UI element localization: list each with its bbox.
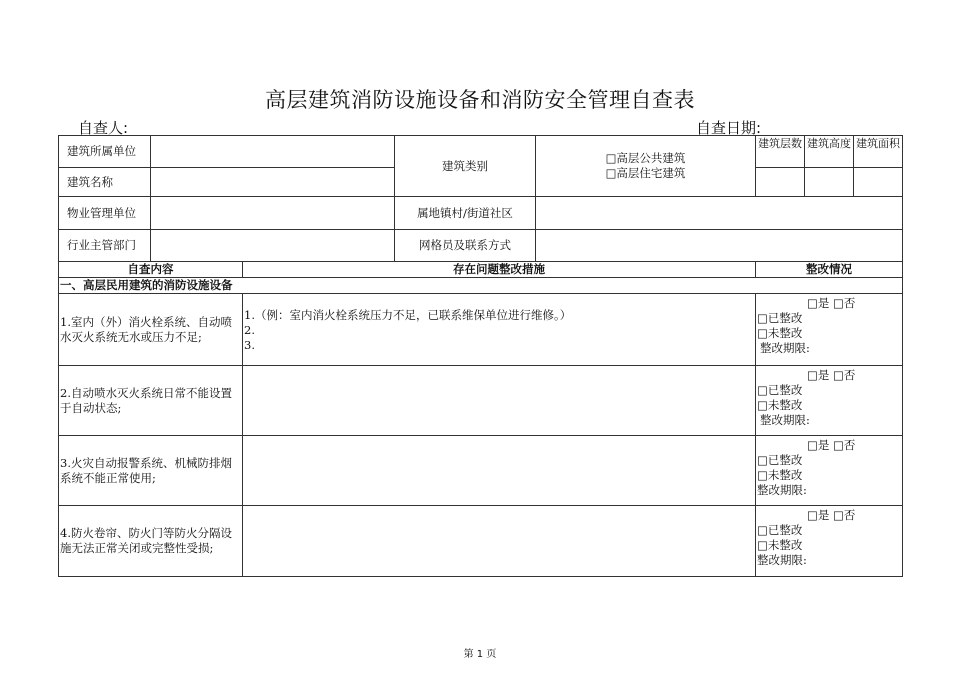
floors-value[interactable] <box>756 168 805 197</box>
check-item-text: 4.防火卷帘、防火门等防火分隔设施无法正常关闭或完整性受损; <box>59 506 243 577</box>
measure-line: 3. <box>244 338 255 352</box>
done-checkbox[interactable]: □已整改 <box>757 523 803 537</box>
done-checkbox[interactable]: □已整改 <box>757 383 803 397</box>
height-label: 建筑高度 <box>805 136 854 168</box>
industry-dept-value[interactable] <box>151 230 395 262</box>
building-unit-label: 建筑所属单位 <box>59 136 151 168</box>
option-public-building[interactable]: □高层公共建筑 <box>605 151 686 165</box>
check-item-measures[interactable] <box>243 436 756 506</box>
not-done-checkbox[interactable]: □未整改 <box>757 468 803 482</box>
area-label: 建筑面积 <box>854 136 903 168</box>
area-value[interactable] <box>854 168 903 197</box>
community-label: 属地镇村/街道社区 <box>395 197 536 230</box>
not-done-checkbox[interactable]: □未整改 <box>757 538 803 552</box>
yes-no-checkbox[interactable]: □是 □否 <box>807 368 856 382</box>
check-item-measures[interactable] <box>243 506 756 577</box>
measure-line: 2. <box>244 323 255 337</box>
check-item-row <box>59 294 903 366</box>
building-name-value[interactable] <box>151 168 395 197</box>
check-item-measures[interactable] <box>243 294 756 366</box>
done-checkbox[interactable]: □已整改 <box>757 453 803 467</box>
check-item-text: 1.室内（外）消火栓系统、自动喷水灭火系统无水或压力不足; <box>59 294 243 366</box>
header-row <box>59 262 903 278</box>
self-check-table <box>58 135 903 577</box>
page-title: 高层建筑消防设施设备和消防安全管理自查表 <box>265 88 695 112</box>
grid-contact-label: 网格员及联系方式 <box>395 230 536 262</box>
yes-no-checkbox[interactable]: □是 □否 <box>807 296 856 310</box>
check-item-status <box>756 506 903 577</box>
deadline-label: 整改期限: <box>757 553 807 567</box>
yes-no-checkbox[interactable]: □是 □否 <box>807 438 856 452</box>
checker-label: 自查人: <box>78 119 129 137</box>
community-value[interactable] <box>536 197 903 230</box>
grid-contact-value[interactable] <box>536 230 903 262</box>
page-number: 第 1 页 <box>463 649 497 660</box>
property-unit-label: 物业管理单位 <box>59 197 151 230</box>
info-row-3 <box>59 197 903 230</box>
section-row <box>59 278 903 294</box>
check-item-status <box>756 436 903 506</box>
check-item-text: 3.火灾自动报警系统、机械防排烟系统不能正常使用; <box>59 436 243 506</box>
deadline-label: 整改期限: <box>757 483 807 497</box>
deadline-label: 整改期限: <box>760 341 810 355</box>
check-item-text: 2.自动喷水灭火系统日常不能设置于自动状态; <box>59 366 243 436</box>
header-status: 整改情况 <box>756 262 903 278</box>
building-type-options[interactable] <box>536 136 756 197</box>
check-item-row <box>59 436 903 506</box>
property-unit-value[interactable] <box>151 197 395 230</box>
floors-label: 建筑层数 <box>756 136 805 168</box>
header-content: 自查内容 <box>59 262 243 278</box>
deadline-label: 整改期限: <box>760 413 810 427</box>
info-row-1 <box>59 136 903 168</box>
building-unit-value[interactable] <box>151 136 395 168</box>
info-row-4 <box>59 230 903 262</box>
height-value[interactable] <box>805 168 854 197</box>
yes-no-checkbox[interactable]: □是 □否 <box>807 508 856 522</box>
measure-line: 1.（例：室内消火栓系统压力不足，已联系维保单位进行维修。） <box>244 308 572 322</box>
done-checkbox[interactable]: □已整改 <box>757 311 803 325</box>
option-residential-building[interactable]: □高层住宅建筑 <box>605 166 686 180</box>
not-done-checkbox[interactable]: □未整改 <box>757 326 803 340</box>
check-item-status <box>756 294 903 366</box>
section-title: 一、高层民用建筑的消防设施设备 <box>59 278 903 294</box>
not-done-checkbox[interactable]: □未整改 <box>757 398 803 412</box>
building-type-label: 建筑类别 <box>395 136 536 197</box>
check-item-measures[interactable] <box>243 366 756 436</box>
check-item-status <box>756 366 903 436</box>
check-item-row <box>59 366 903 436</box>
date-label: 自查日期: <box>696 119 762 137</box>
check-item-row <box>59 506 903 577</box>
header-measures: 存在问题整改措施 <box>243 262 756 278</box>
building-name-label: 建筑名称 <box>59 168 151 197</box>
industry-dept-label: 行业主管部门 <box>59 230 151 262</box>
